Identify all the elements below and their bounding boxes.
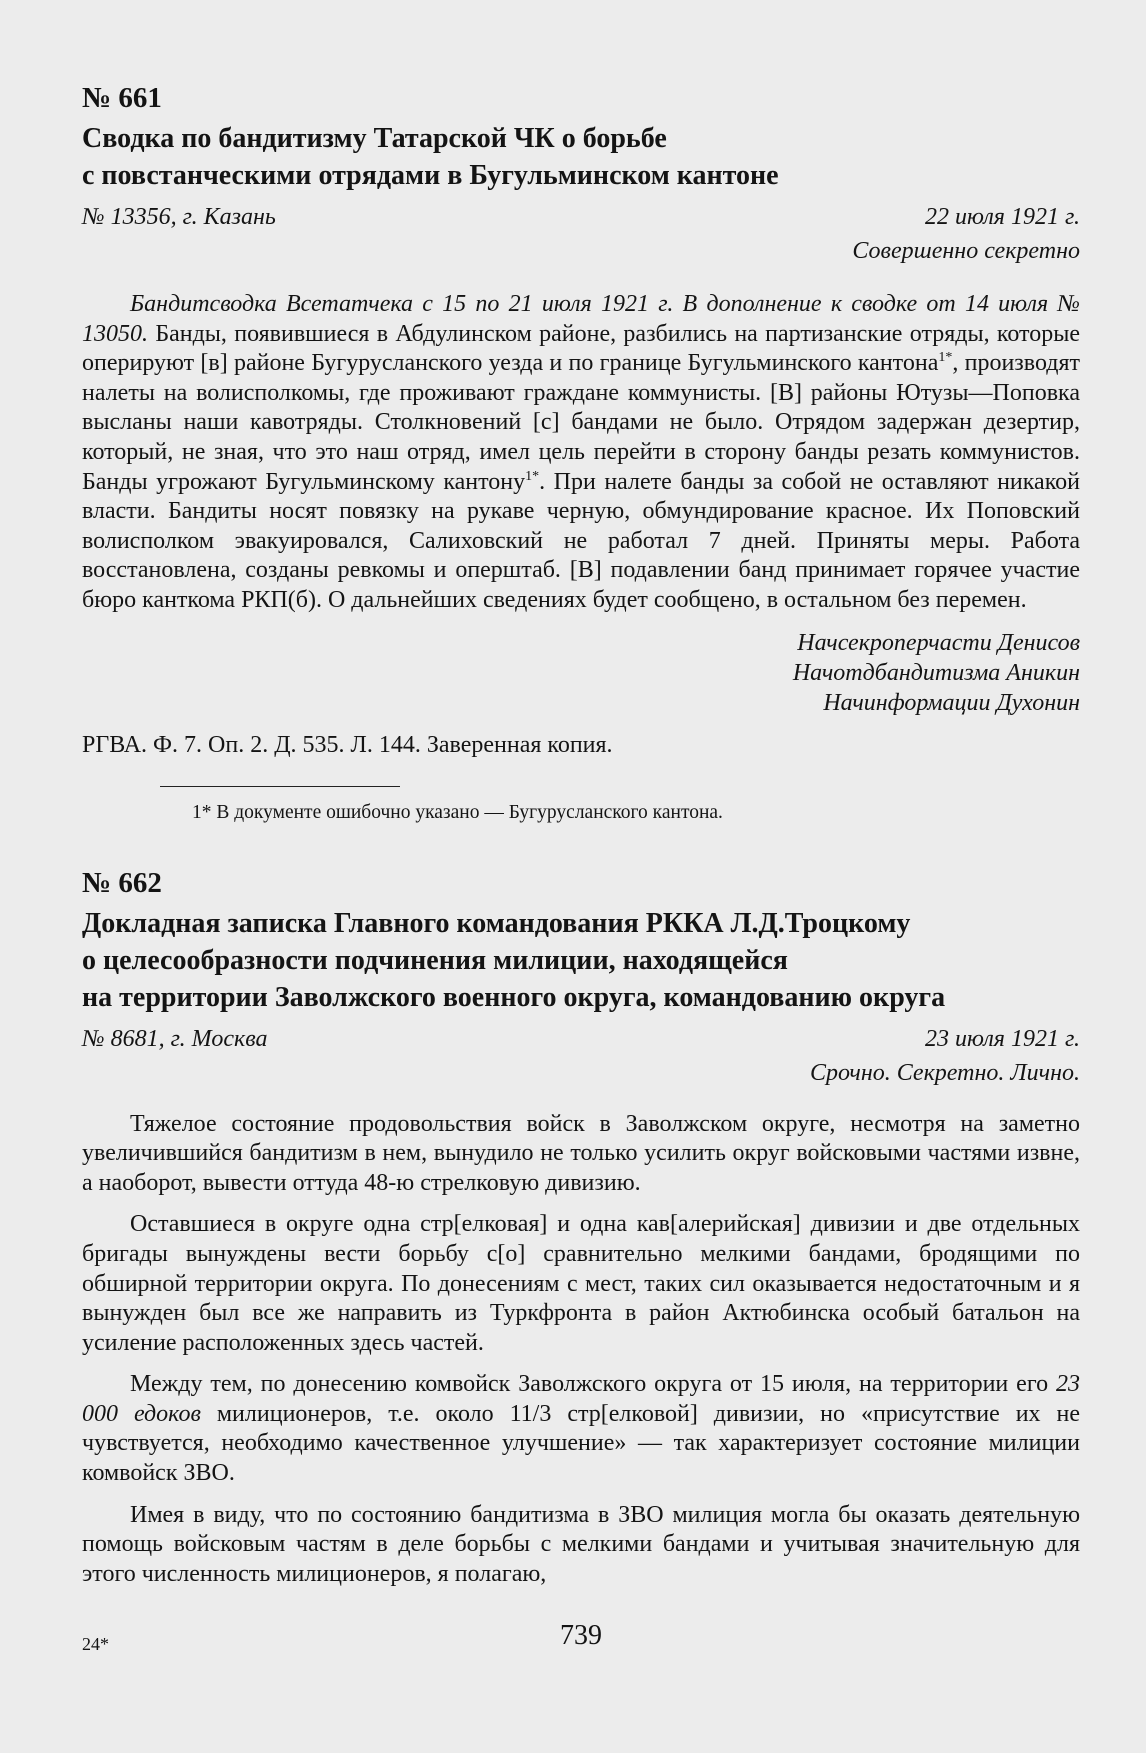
footnote: 1* В документе ошибочно указано — Бугурусланского кантона. bbox=[192, 801, 723, 823]
body-text: Банды, появившиеся в Абдулинском районе, разбились на партизанские отряды, которые оперируют [в] районе Бугурусланского уезда и по границе Бугульминского кантона bbox=[82, 320, 1080, 377]
doc-title bbox=[82, 120, 1080, 194]
signature-mark: 24* bbox=[82, 1634, 109, 1654]
body-paragraph: Имея в виду, что по состоянию бандитизма в ЗВО милиция могла бы оказать деятельную помощь войсковым частям в деле борьбы с мелкими бандами и учитывая значительную для этого численность милиционеров, я полагаю, bbox=[82, 1501, 1080, 1587]
document-662 bbox=[82, 867, 1080, 1590]
footnote-ref: 1* bbox=[525, 468, 540, 484]
footnote-divider bbox=[160, 786, 400, 787]
doc-title-line: о целесообразности подчинения милиции, находящейся bbox=[82, 944, 788, 976]
doc-classification: Срочно. Секретно. Лично. bbox=[810, 1059, 1080, 1086]
body-text: , производят налеты на волисполкомы, где проживают граждане коммунисты. [В] районы Ютузы—Поповка высланы наши кавотряды. Столкновений [с] бандами не было. Отрядом задержан дезертир, который, не зная, что это наш отряд, имел цель перейти в сторону банды резать коммунистов. Банды угрожают Бугульминскому кантону bbox=[82, 350, 1080, 495]
doc-number: № 661 bbox=[82, 82, 162, 114]
signatory: Начсекроперчасти Денисов bbox=[797, 629, 1080, 656]
doc-title-line: Сводка по бандитизму Татарской ЧК о борьбе bbox=[82, 123, 667, 154]
doc-ref: № 13356, г. Казань bbox=[82, 204, 276, 230]
doc-meta bbox=[82, 200, 1080, 234]
archive-reference: РГВА. Ф. 7. Оп. 2. Д. 535. Л. 144. Заверенная копия. bbox=[82, 731, 613, 758]
body-text: Между тем, по донесению комвойск Заволжского округа от 15 июля, на территории его bbox=[130, 1371, 1056, 1398]
doc-date: 23 июля 1921 г. bbox=[925, 1025, 1080, 1052]
body-text: милиционеров, т.е. около 11/3 стр[елковой] дивизии, но «присутствие их не чувствуется, необходимо качественное улучшение» — так характеризует состояние милиции комвойск ЗВО. bbox=[82, 1400, 1081, 1487]
body-text-italic: 23 000 едоков bbox=[82, 1371, 1080, 1427]
footnote-ref: 1* bbox=[938, 350, 953, 366]
body-paragraph bbox=[82, 1370, 1080, 1488]
doc-classification: Совершенно секретно bbox=[852, 238, 1080, 264]
signatory: Начинформации Духонин bbox=[823, 689, 1080, 716]
body-paragraph: Оставшиеся в округе одна стр[елковая] и одна кав[алерийская] дивизии и две отдельных бригады вынуждены вести борьбу с[о] сравнительно мелкими бандами, бродящими по обширной территории округа. По донесениям с мест, таких сил оказывается недостаточным и я вынужден был все же направить из Туркфронта в район Актюбинска особый батальон на усиление расположенных здесь частей. bbox=[82, 1211, 1080, 1356]
body-paragraph: Тяжелое состояние продовольствия войск в Заволжском округе, несмотря на заметно увеличившийся бандитизм в нем, вынудило не только усилить округ войсковыми частями извне, а наоборот, вывести оттуда 48-ю стрелковую дивизию. bbox=[82, 1110, 1080, 1196]
signatory: Начотдбандитизма Аникин bbox=[792, 659, 1080, 686]
doc-title-line: на территории Заволжского военного округа, командованию округа bbox=[82, 981, 946, 1013]
doc-title-line: Докладная записка Главного командования РККА Л.Д.Троцкому bbox=[82, 907, 911, 939]
page-number: 739 bbox=[560, 1620, 602, 1651]
doc-meta bbox=[82, 1022, 1080, 1056]
doc-ref: № 8681, г. Москва bbox=[82, 1025, 268, 1052]
document-661 bbox=[82, 82, 1080, 825]
signatories bbox=[82, 628, 1080, 718]
body-text: . При налете банды за собой не оставляют никакой власти. Бандиты носят повязку на рукаве черную, обмундирование красное. Их Поповский волисполком эвакуировался, Салиховский не работал 7 дней. Приняты меры. Работа восстановлена, созданы ревкомы и оперштаб. [В] подавлении банд принимает горячее участие бюро канткома РКП(б). О дальнейших сведениях будет сообщено, в остальном без перемен. bbox=[82, 468, 1080, 613]
body-intro: Бандитсводка Всетатчека с 15 по 21 июля 1921 г. В дополнение к сводке от 14 июля № 13050. bbox=[82, 291, 1080, 347]
doc-title-line: с повстанческими отрядами в Бугульминском кантоне bbox=[82, 160, 779, 191]
page-footer bbox=[82, 1620, 1080, 1660]
doc-number: № 662 bbox=[82, 866, 162, 899]
doc-body bbox=[82, 290, 1080, 616]
doc-title bbox=[82, 905, 1080, 1016]
doc-date: 22 июля 1921 г. bbox=[925, 204, 1080, 230]
